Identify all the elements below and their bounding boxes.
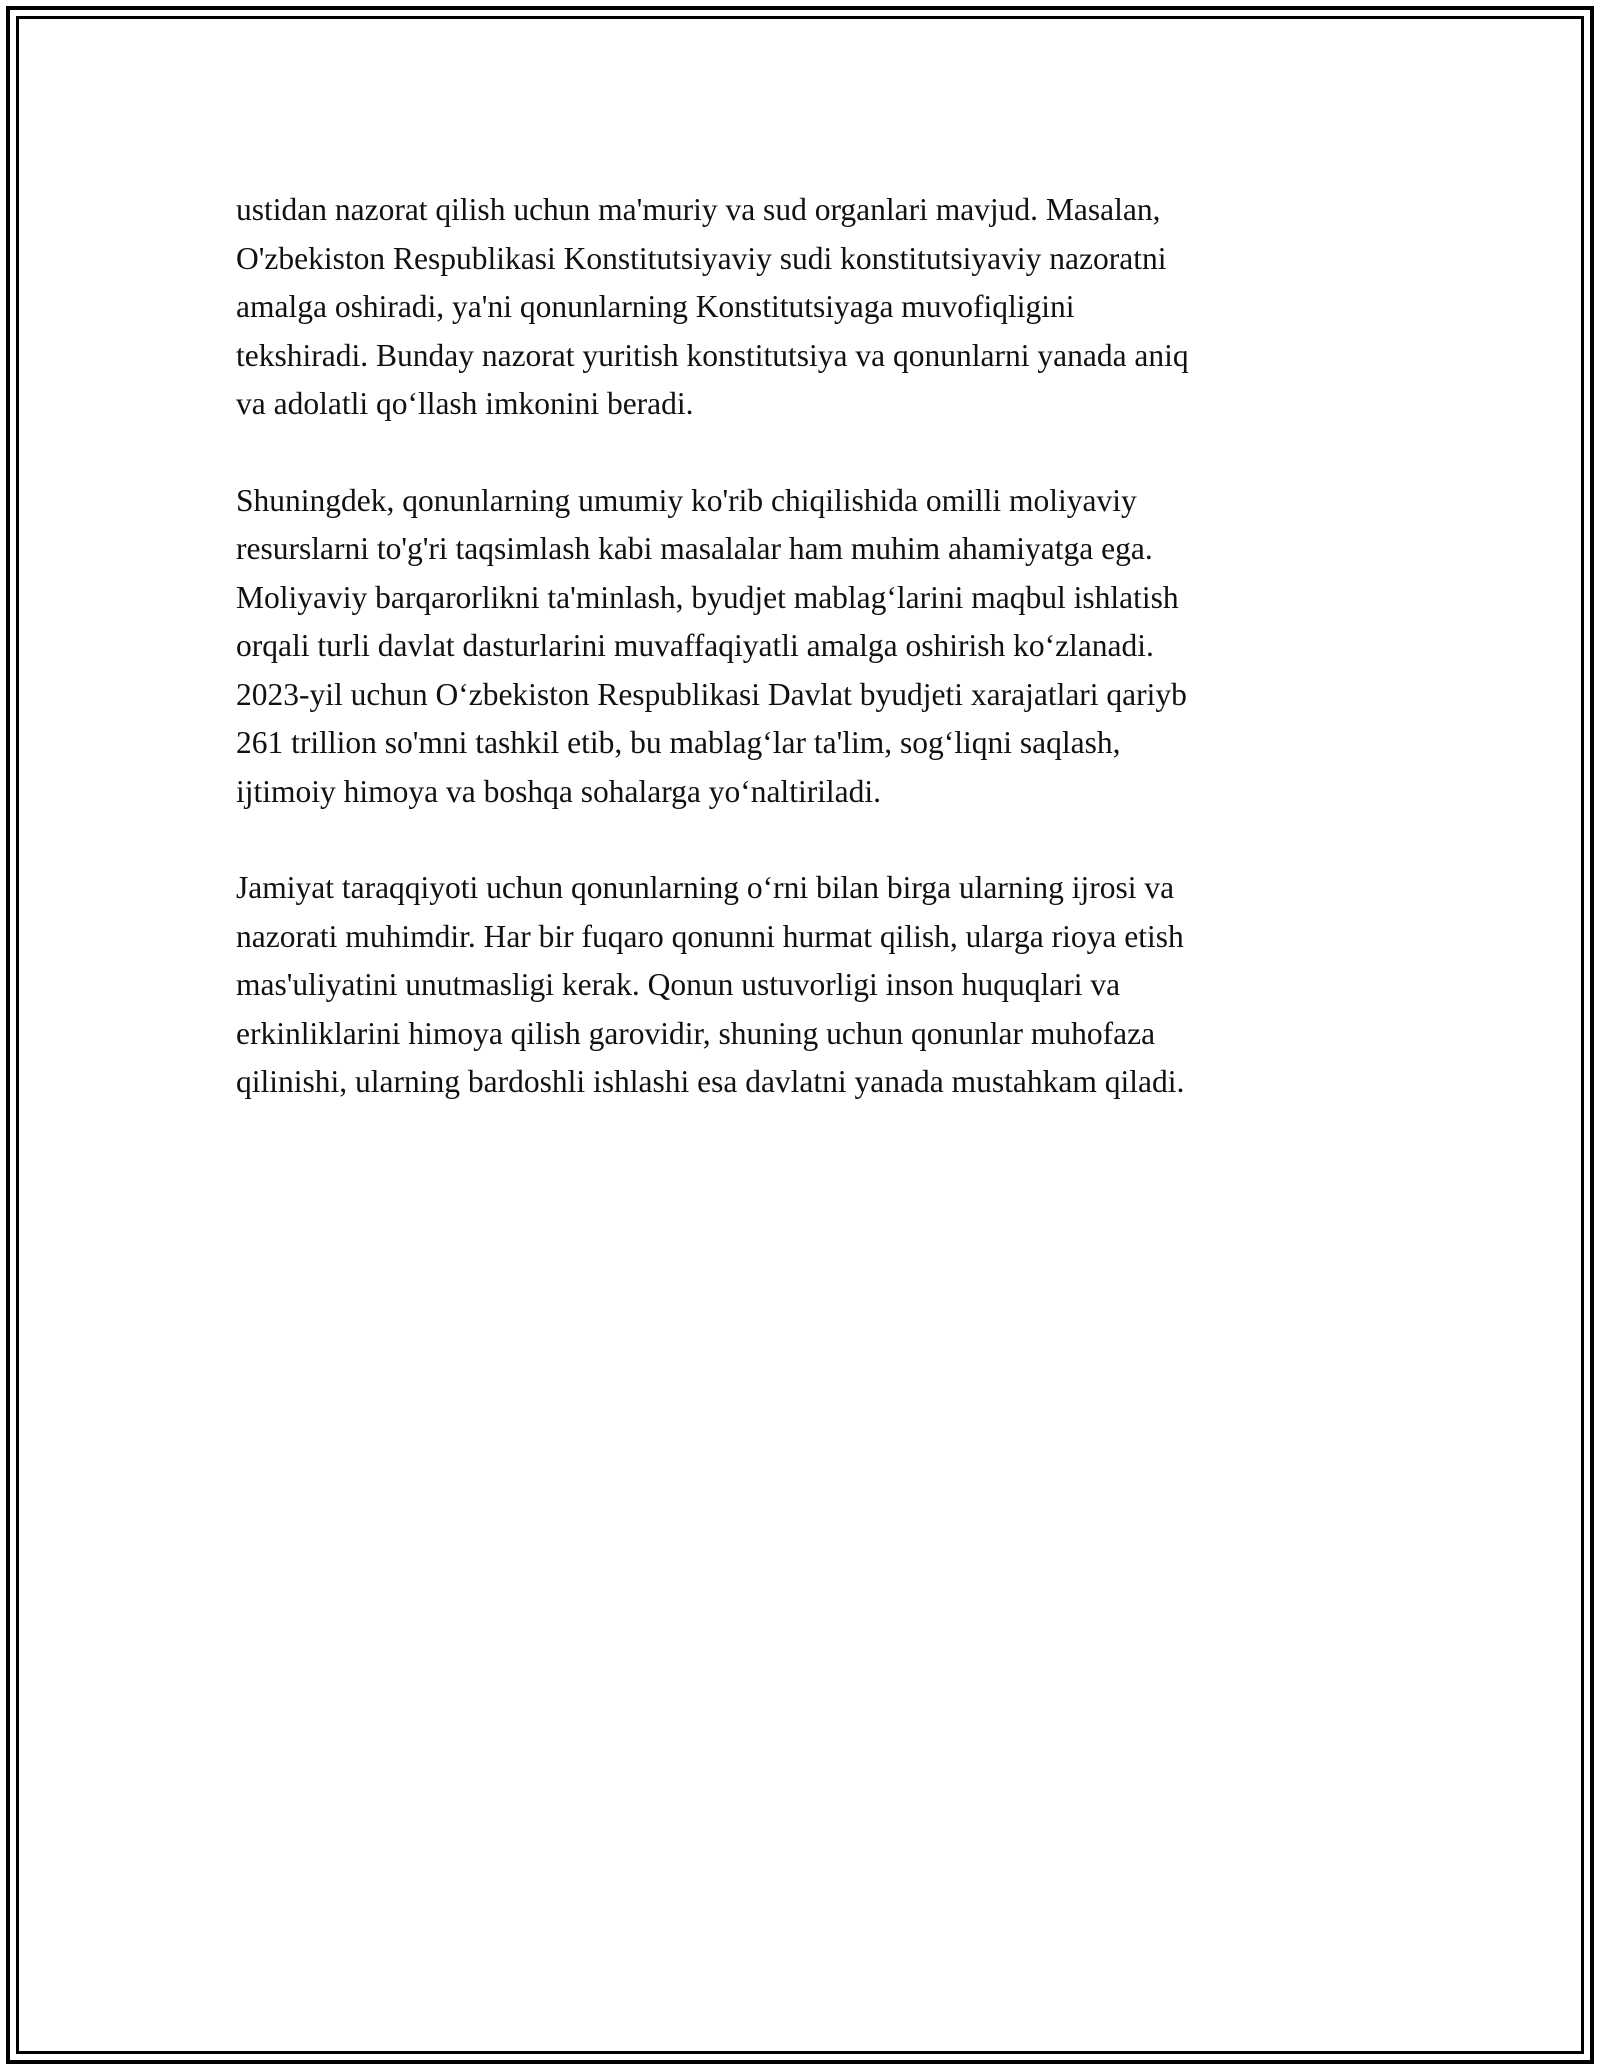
paragraph-3: Jamiyat taraqqiyoti uchun qonunlarning o‘rni bilan birga ularning ijrosi va nazorati muhimdir. Har bir fuqaro qonunni hurmat qilish, ularga rioya etish mas'uliyatini unutmasligi kerak. Qonun ustuvorligi inson huquqlari va erkinliklarini himoya qilish garovidir, shuning uchun qonunlar muhofaza qilinishi, ularning bardoshli ishlashi esa davlatni yanada mustahkam qiladi. <box>236 870 1185 1099</box>
paragraph-2: Shuningdek, qonunlarning umumiy ko'rib chiqilishida omilli moliyaviy resurslarni to'g'ri taqsimlash kabi masalalar ham muhim ahamiyatga ega. Moliyaviy barqarorlikni ta'minlash, byudjet mablag‘larini maqbul ishlatish orqali turli davlat dasturlarini muvaffaqiyatli amalga oshirish ko‘zlanadi. 2023-yil uchun O‘zbekiston Respublikasi Davlat byudjeti xarajatlari qariyb 261 trillion so'mni tashkil etib, bu mablag‘lar ta'lim, sog‘liqni saqlash, ijtimoiy himoya va boshqa sohalarga yo‘naltiriladi. <box>236 482 1187 809</box>
paragraph-1: ustidan nazorat qilish uchun ma'muriy va sud organlari mavjud. Masalan, O'zbekiston Respublikasi Konstitutsiyaviy sudi konstitutsiyaviy nazoratni amalga oshiradi, ya'ni qonunlarning Konstitutsiyaga muvofiqligini tekshiradi. Bunday nazorat yuritish konstitutsiya va qonunlarni yanada aniq va adolatli qo‘llash imkonini beradi. <box>236 192 1189 421</box>
document-body <box>236 186 1356 1155</box>
